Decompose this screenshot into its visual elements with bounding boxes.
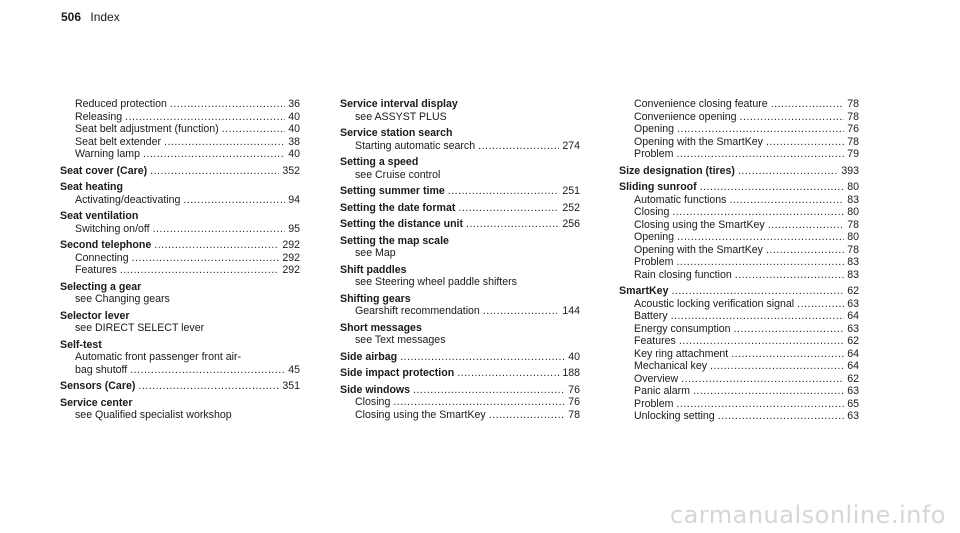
entry-label: Closing using the SmartKey — [634, 218, 765, 231]
dot-leader — [138, 380, 279, 393]
entry-label: Closing — [634, 206, 670, 218]
entry-label: Opening with the SmartKey — [634, 243, 763, 256]
dot-leader — [671, 310, 845, 323]
entry-label: Sensors (Care) — [60, 380, 136, 392]
dot-leader — [125, 111, 285, 124]
index-subentry — [60, 364, 300, 377]
entry-label: Sliding sunroof — [619, 181, 697, 193]
index-subentry — [619, 385, 859, 398]
index-subentry — [619, 244, 859, 257]
entry-label: Activating/deactivating — [75, 193, 181, 206]
index-entry — [60, 165, 300, 178]
entry-label: Key ring attachment — [634, 347, 729, 360]
dot-leader — [153, 223, 286, 236]
index-subentry — [619, 373, 859, 386]
index-subentry — [619, 410, 859, 423]
entry-label: Convenience closing feature — [634, 98, 768, 110]
dot-leader — [671, 285, 844, 298]
dot-leader — [164, 136, 285, 149]
entry-label: Setting summer time — [340, 185, 445, 197]
entry-page-number: 292 — [282, 239, 300, 251]
entry-page-number: 78 — [847, 110, 859, 123]
entry-label: Unlocking setting — [634, 410, 715, 422]
entry-page-number: 76 — [568, 396, 580, 408]
index-heading: Self-test — [60, 338, 102, 351]
entry-label: Problem — [634, 256, 674, 268]
index-subentry — [619, 231, 859, 244]
entry-label: Convenience opening — [634, 110, 737, 123]
dot-leader — [170, 98, 285, 111]
entry-page-number: 83 — [847, 256, 859, 268]
entry-label: Side windows — [340, 383, 411, 396]
dot-leader — [466, 218, 559, 231]
dot-leader — [448, 185, 560, 198]
dot-leader — [677, 231, 844, 244]
entry-page-number: 95 — [288, 222, 300, 235]
index-entry — [60, 380, 300, 393]
entry-label: Opening — [634, 123, 675, 135]
index-subentry — [619, 323, 859, 336]
entry-label: Battery — [634, 310, 668, 322]
entry-page-number: 63 — [847, 322, 859, 335]
dot-leader — [483, 305, 559, 318]
entry-page-number: 40 — [568, 350, 580, 363]
dot-leader — [693, 385, 844, 398]
entry-page-number: 64 — [847, 310, 859, 322]
entry-label: Mechanical key — [634, 360, 708, 372]
index-subentry — [340, 396, 580, 409]
dot-leader — [132, 252, 280, 265]
entry-page-number: 80 — [847, 206, 859, 218]
index-reference: see Map — [355, 247, 396, 259]
dot-leader — [735, 269, 844, 282]
index-subentry — [619, 360, 859, 373]
entry-label: Acoustic locking verification signal — [634, 297, 795, 310]
dot-leader — [676, 148, 844, 161]
index-entry — [60, 239, 300, 252]
entry-page-number: 78 — [847, 243, 859, 256]
index-entry — [619, 285, 859, 298]
index-subentry — [60, 252, 300, 265]
index-subentry — [60, 148, 300, 161]
entry-page-number: 256 — [562, 218, 580, 230]
entry-label: Problem — [634, 148, 674, 160]
dot-leader — [130, 364, 285, 377]
index-entry — [340, 185, 580, 198]
index-entry — [340, 384, 580, 397]
dot-leader — [489, 409, 565, 422]
index-subentry — [619, 148, 859, 161]
dot-leader — [183, 194, 285, 207]
index-heading: Short messages — [340, 321, 422, 334]
dot-leader — [729, 194, 844, 207]
entry-page-number: 62 — [847, 372, 859, 385]
entry-label: Features — [634, 335, 676, 347]
index-heading: Selecting a gear — [60, 280, 142, 293]
entry-page-number: 78 — [847, 218, 859, 231]
entry-label: Rain closing function — [634, 268, 732, 281]
index-column-2 — [340, 98, 580, 421]
entry-label: Closing — [355, 396, 391, 408]
entry-page-number: 352 — [282, 164, 300, 177]
index-reference: see Cruise control — [355, 168, 441, 181]
entry-label: Connecting — [75, 251, 129, 264]
entry-label: SmartKey — [619, 285, 669, 297]
dot-leader — [710, 360, 844, 373]
entry-label: Features — [75, 264, 117, 276]
index-subentry — [619, 256, 859, 269]
entry-page-number: 80 — [847, 231, 859, 243]
index-subentry — [60, 123, 300, 136]
entry-page-number: 292 — [282, 264, 300, 276]
dot-leader — [120, 264, 280, 277]
entry-page-number: 78 — [568, 408, 580, 421]
entry-label: Energy consumption — [634, 322, 731, 335]
index-reference: Automatic front passenger front air- — [75, 351, 242, 363]
entry-page-number: 252 — [562, 201, 580, 214]
index-subentry — [60, 111, 300, 124]
entry-page-number: 144 — [562, 305, 580, 317]
dot-leader — [766, 136, 844, 149]
entry-page-number: 292 — [282, 251, 300, 264]
index-entry — [340, 351, 580, 364]
entry-label: Seat belt adjustment (function) — [75, 123, 219, 135]
entry-page-number: 62 — [847, 335, 859, 347]
dot-leader — [700, 181, 845, 194]
dot-leader — [458, 202, 559, 215]
index-subentry — [619, 206, 859, 219]
index-heading: Service interval display — [340, 98, 458, 110]
index-heading: Service station search — [340, 127, 453, 139]
index-subentry — [619, 111, 859, 124]
index-subentry — [619, 398, 859, 411]
entry-page-number: 63 — [847, 385, 859, 397]
entry-label: Second telephone — [60, 239, 152, 251]
index-heading: Seat heating — [60, 181, 123, 193]
index-subentry — [619, 98, 859, 111]
entry-label: Opening — [634, 231, 675, 243]
dot-leader — [738, 165, 838, 178]
entry-label: Starting automatic search — [355, 139, 476, 152]
dot-leader — [731, 348, 844, 361]
index-reference: see Text messages — [355, 334, 446, 346]
entry-label: Releasing — [75, 110, 123, 123]
index-entry — [619, 181, 859, 194]
entry-page-number: 36 — [288, 98, 300, 110]
page-number: 506 — [61, 10, 82, 24]
index-column-1 — [60, 98, 300, 422]
entry-label: Size designation (tires) — [619, 164, 735, 177]
index-heading: Shifting gears — [340, 292, 411, 305]
entry-page-number: 251 — [562, 185, 580, 197]
entry-label: Seat cover (Care) — [60, 164, 148, 177]
entry-page-number: 351 — [282, 380, 300, 392]
dot-leader — [766, 244, 844, 257]
entry-label: Gearshift recommendation — [355, 305, 480, 317]
entry-page-number: 78 — [847, 98, 859, 110]
entry-label: bag shutoff — [75, 363, 128, 376]
entry-label: Opening with the SmartKey — [634, 135, 763, 148]
entry-page-number: 94 — [288, 193, 300, 206]
section-title: Index — [90, 10, 120, 24]
entry-label: Automatic functions — [634, 193, 727, 206]
entry-label: Seat belt extender — [75, 135, 161, 148]
index-subentry — [619, 269, 859, 282]
index-subentry — [619, 136, 859, 149]
index-subentry — [619, 310, 859, 323]
entry-page-number: 38 — [288, 135, 300, 148]
page-header — [61, 10, 120, 24]
dot-leader — [718, 410, 845, 423]
entry-label: Problem — [634, 397, 674, 410]
entry-page-number: 76 — [847, 123, 859, 135]
entry-page-number: 188 — [562, 367, 580, 379]
entry-page-number: 64 — [847, 347, 859, 360]
entry-label: Setting the date format — [340, 201, 456, 214]
index-subentry — [619, 194, 859, 207]
entry-label: Setting the distance unit — [340, 218, 464, 230]
index-column-3 — [619, 98, 859, 423]
dot-leader — [679, 335, 844, 348]
entry-page-number: 80 — [847, 181, 859, 193]
index-heading: Selector lever — [60, 309, 130, 322]
entry-page-number: 62 — [847, 285, 859, 297]
entry-page-number: 40 — [288, 123, 300, 135]
entry-page-number: 63 — [847, 297, 859, 310]
dot-leader — [677, 123, 844, 136]
dot-leader — [393, 396, 565, 409]
entry-label: Switching on/off — [75, 222, 150, 235]
index-entry — [340, 202, 580, 215]
dot-leader — [154, 239, 279, 252]
entry-label: Warning lamp — [75, 148, 140, 160]
entry-page-number: 76 — [568, 383, 580, 396]
entry-page-number: 393 — [841, 164, 859, 177]
index-subentry — [619, 348, 859, 361]
index-reference: see Steering wheel paddle shifters — [355, 276, 517, 288]
entry-page-number: 274 — [562, 139, 580, 152]
index-reference: see Qualified specialist workshop — [75, 409, 232, 421]
entry-label: Panic alarm — [634, 385, 690, 397]
index-heading: Setting the map scale — [340, 234, 449, 247]
index-subentry — [619, 123, 859, 136]
index-reference: see ASSYST PLUS — [355, 110, 447, 123]
dot-leader — [457, 367, 559, 380]
index-subentry — [340, 305, 580, 318]
entry-label: Side impact protection — [340, 367, 455, 379]
index-reference: see DIRECT SELECT lever — [75, 322, 205, 334]
index-subentry — [619, 335, 859, 348]
dot-leader — [771, 98, 845, 111]
dot-leader — [797, 298, 844, 311]
dot-leader — [478, 140, 559, 153]
index-entry — [619, 165, 859, 178]
dot-leader — [734, 323, 845, 336]
index-subentry — [619, 219, 859, 232]
index-subentry — [60, 136, 300, 149]
dot-leader — [400, 351, 565, 364]
index-subentry — [340, 409, 580, 422]
entry-label: Side airbag — [340, 350, 398, 363]
index-reference: see Changing gears — [75, 293, 170, 305]
dot-leader — [676, 398, 844, 411]
entry-label: Reduced protection — [75, 98, 167, 110]
index-entry — [340, 367, 580, 380]
entry-page-number: 45 — [288, 363, 300, 376]
entry-label: Closing using the SmartKey — [355, 408, 486, 421]
entry-page-number: 83 — [847, 268, 859, 281]
entry-page-number: 40 — [288, 110, 300, 123]
entry-page-number: 65 — [847, 397, 859, 410]
index-subentry — [60, 98, 300, 111]
index-heading: Seat ventilation — [60, 210, 139, 222]
entry-page-number: 78 — [847, 135, 859, 148]
index-entry — [340, 218, 580, 231]
dot-leader — [740, 111, 845, 124]
dot-leader — [222, 123, 286, 136]
index-heading: Setting a speed — [340, 156, 419, 168]
dot-leader — [681, 373, 844, 386]
index-heading: Shift paddles — [340, 263, 407, 276]
dot-leader — [768, 219, 844, 232]
watermark: carmanualsonline.info — [669, 501, 946, 529]
entry-page-number: 79 — [847, 148, 859, 160]
index-subentry — [619, 298, 859, 311]
index-subentry — [60, 194, 300, 207]
dot-leader — [672, 206, 844, 219]
dot-leader — [676, 256, 844, 269]
dot-leader — [413, 384, 565, 397]
entry-page-number: 40 — [288, 148, 300, 160]
dot-leader — [143, 148, 285, 161]
index-subentry — [340, 140, 580, 153]
dot-leader — [150, 165, 279, 178]
index-heading: Service center — [60, 396, 133, 409]
entry-label: Overview — [634, 372, 679, 385]
entry-page-number: 63 — [847, 410, 859, 422]
index-subentry — [60, 223, 300, 236]
entry-page-number: 64 — [847, 360, 859, 372]
index-subentry — [60, 264, 300, 277]
entry-page-number: 83 — [847, 193, 859, 206]
